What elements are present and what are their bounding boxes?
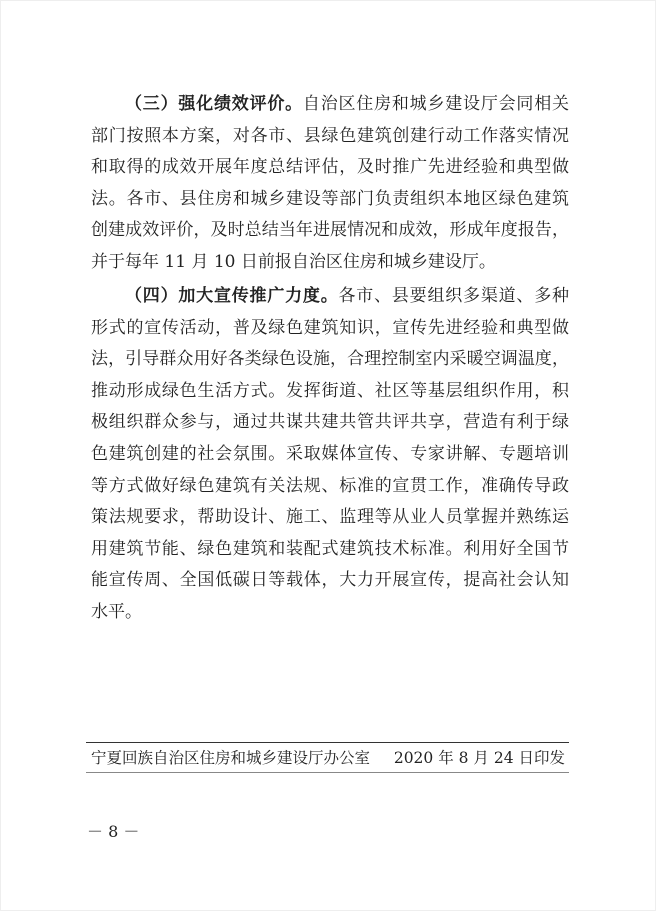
paragraph-line: 法。各市、县住房和城乡建设等部门负责组织本地区绿色建筑 bbox=[91, 188, 569, 209]
paragraph-line: 并于每年 11 月 10 日前报自治区住房和城乡建设厅。 bbox=[91, 251, 496, 272]
paragraph-line: 策法规要求，帮助设计、施工、监理等从业人员掌握并熟练运 bbox=[91, 507, 569, 528]
page-number: － 8 － bbox=[87, 822, 140, 841]
paragraph-line: 形式的宣传活动，普及绿色建筑知识，宣传先进经验和典型做 bbox=[91, 317, 569, 338]
line-text: 自治区住房和城乡建设厅会同相关 bbox=[302, 94, 570, 114]
paragraph-line: 极组织群众参与，通过共谋共建共管共评共享，营造有利于绿 bbox=[91, 412, 569, 433]
paragraph-line: 等方式做好绿色建筑有关法规、标准的宣贯工作，准确传导政 bbox=[91, 475, 569, 496]
paragraph-line: 部门按照本方案，对各市、县绿色建筑创建行动工作落实情况 bbox=[91, 125, 569, 146]
paragraph-line: 用建筑节能、绿色建筑和装配式建筑技术标准。利用好全国节 bbox=[91, 538, 569, 559]
section-heading: （四）加大宣传推广力度。 bbox=[125, 286, 339, 306]
paragraph-line: 色建筑创建的社会氛围。采取媒体宣传、专家讲解、专题培训 bbox=[91, 443, 569, 464]
issue-date: 2020 年 8 月 24 日印发 bbox=[393, 749, 565, 767]
section-3-paragraph bbox=[91, 89, 569, 279]
paragraph-line: 能宣传周、全国低碳日等载体，大力开展宣传，提高社会认知 bbox=[91, 570, 569, 591]
section-4-paragraph bbox=[91, 281, 569, 629]
footer-top-rule bbox=[86, 742, 569, 743]
section-heading: （三）强化绩效评价。 bbox=[125, 94, 303, 114]
paragraph-line: 推动形成绿色生活方式。发挥街道、社区等基层组织作用，积 bbox=[91, 380, 569, 401]
paragraph-line: 创建成效评价，及时总结当年进展情况和成效，形成年度报告， bbox=[91, 220, 569, 241]
paragraph-line: 水平。 bbox=[91, 601, 142, 622]
footer-imprint bbox=[91, 746, 565, 768]
paragraph-line: 和取得的成效开展年度总结评估，及时推广先进经验和典型做 bbox=[91, 157, 569, 178]
paragraph-line: 法，引导群众用好各类绿色设施，合理控制室内采暖空调温度， bbox=[91, 349, 569, 370]
paragraph-line bbox=[91, 89, 569, 121]
paragraph-line bbox=[91, 281, 569, 313]
footer-bottom-rule bbox=[86, 772, 569, 773]
line-text: 各市、县要组织多渠道、多种 bbox=[338, 286, 569, 306]
issuer-name: 宁夏回族自治区住房和城乡建设厅办公室 bbox=[91, 749, 371, 767]
